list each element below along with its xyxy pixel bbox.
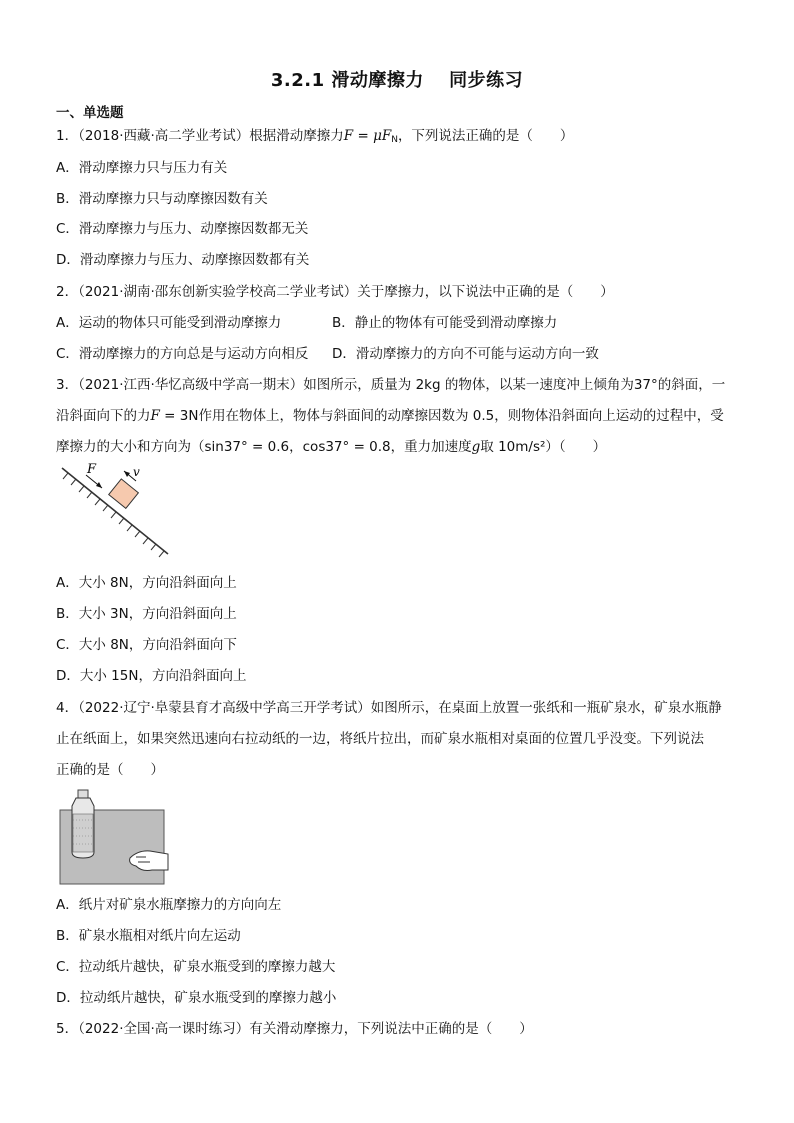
incline-figure <box>56 462 176 560</box>
q1-formula-mu: μF <box>373 128 392 144</box>
q1-stem-post: ，下列说法正确的是（ ） <box>397 128 574 144</box>
force-arrow-head <box>96 482 102 488</box>
q3-option-a: A．大小 8N，方向沿斜面向上 <box>56 575 237 591</box>
q4-stem-line1: 4．（2022·辽宁·阜蒙县育才高级中学高三开学考试）如图所示，在桌面上放置一张纸和一瓶矿泉水，矿泉水瓶静 <box>56 700 722 716</box>
q2-option-b: B．静止的物体有可能受到滑动摩擦力 <box>332 315 558 331</box>
velocity-arrow-head <box>124 471 130 477</box>
page-title: 3.2.1 滑动摩擦力 同步练习 <box>270 70 524 91</box>
q3-line2-post: = 3N作用在物体上，物体与斜面间的动摩擦因数为 0.5，则物体沿斜面向上运动的过程中，受 <box>159 408 724 424</box>
q4-stem-line2: 止在纸面上，如果突然迅速向右拉动纸的一边，将纸片拉出，而矿泉水瓶相对桌面的位置几乎没变。下列说法 <box>56 731 704 747</box>
q2-option-a: A．运动的物体只可能受到滑动摩擦力 <box>56 315 282 331</box>
q2-stem: 2．（2021·湖南·邵东创新实验学校高二学业考试）关于摩擦力，以下说法中正确的是（ ） <box>56 284 614 300</box>
q5-stem: 5．（2022·全国·高一课时练习）有关滑动摩擦力，下列说法中正确的是（ ） <box>56 1021 533 1037</box>
q4-option-a: A．纸片对矿泉水瓶摩擦力的方向向左 <box>56 897 282 913</box>
q3-option-c: C．大小 8N，方向沿斜面向下 <box>56 637 237 653</box>
q1-stem <box>56 127 573 149</box>
incline-hatching <box>62 468 168 557</box>
q4-option-c: C．拉动纸片越快，矿泉水瓶受到的摩擦力越大 <box>56 959 336 975</box>
q1-option-a: A．滑动摩擦力只与压力有关 <box>56 160 228 176</box>
q1-formula-sub: N <box>391 135 398 145</box>
q3-line3-g: g <box>471 439 481 455</box>
fig-label-f: F <box>87 462 97 477</box>
q1-option-d: D．滑动摩擦力与压力、动摩擦因数都有关 <box>56 252 310 268</box>
q1-option-b: B．滑动摩擦力只与动摩擦因数有关 <box>56 191 268 207</box>
bottle <box>72 790 94 858</box>
q4-option-b: B．矿泉水瓶相对纸片向左运动 <box>56 928 241 944</box>
q1-formula-f: F <box>343 128 354 144</box>
q1-option-c: C．滑动摩擦力与压力、动摩擦因数都无关 <box>56 221 309 237</box>
q3-option-d: D．大小 15N，方向沿斜面向上 <box>56 668 247 684</box>
q4-stem-line3: 正确的是（ ） <box>56 762 164 778</box>
q3-stem-line2 <box>56 407 724 425</box>
block <box>109 479 139 508</box>
q3-line2-f: F <box>150 408 160 424</box>
q3-stem-line3 <box>56 438 606 456</box>
q4-option-d: D．拉动纸片越快，矿泉水瓶受到的摩擦力越小 <box>56 990 337 1006</box>
q1-formula-eq: = <box>353 128 374 144</box>
q3-line2-pre: 沿斜面向下的力 <box>56 408 151 424</box>
q2-option-d: D．滑动摩擦力的方向不可能与运动方向一致 <box>332 346 599 362</box>
q3-line3-pre: 摩擦力的大小和方向为（sin37° = 0.6，cos37° = 0.8，重力加速度 <box>56 439 472 455</box>
bottle-paper-figure <box>58 788 170 888</box>
q3-line3-post: 取 10m/s²）（ ） <box>480 439 607 455</box>
section-heading: 一、单选题 <box>56 105 124 121</box>
fig-label-v: v <box>133 465 140 479</box>
q3-stem-line1: 3．（2021·江西·华忆高级中学高一期末）如图所示，质量为 2kg 的物体，以某一速度冲上倾角为37°的斜面，一 <box>56 377 726 393</box>
q2-option-c: C．滑动摩擦力的方向总是与运动方向相反 <box>56 346 309 362</box>
q1-stem-pre: 1．（2018·西藏·高二学业考试）根据滑动摩擦力 <box>56 128 344 144</box>
q3-option-b: B．大小 3N，方向沿斜面向上 <box>56 606 237 622</box>
